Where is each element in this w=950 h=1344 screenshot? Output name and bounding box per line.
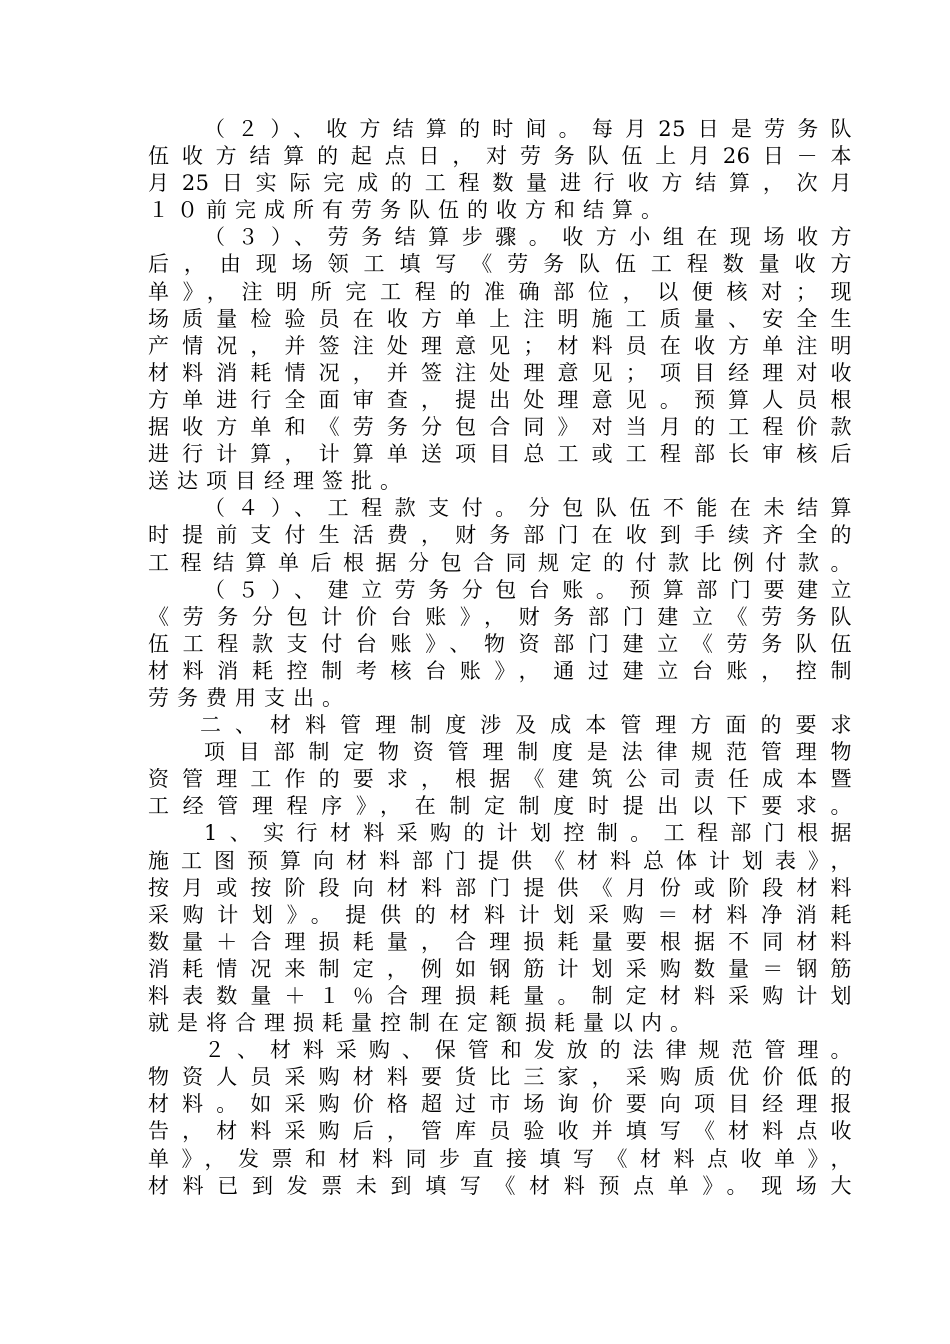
text-line: 按月或按阶段向材料部门提供《月份或阶段材料 <box>148 875 852 900</box>
text-line: （４）、工程款支付。分包队伍不能在未结算 <box>204 496 852 521</box>
text-line: （５）、建立劳务分包台账。预算部门要建立 <box>204 577 852 602</box>
text-line: １０前完成所有劳务队伍的收方和结算。 <box>148 198 670 223</box>
text-line: 时提前支付生活费，财务部门在收到手续齐全的 <box>148 523 852 548</box>
section-heading: 二、材料管理制度涉及成本管理方面的要求 <box>200 713 852 738</box>
text-line: 单》，发票和材料同步直接填写《材料点收单》， <box>148 1146 852 1171</box>
text-line: 1、实行材料采购的计划控制。工程部门根据 <box>204 821 852 846</box>
text-line: 单》，注明所完工程的准确部位，以便核对；现 <box>148 279 852 304</box>
document-page <box>148 116 852 1200</box>
text-line: 工程结算单后根据分包合同规定的付款比例付款。 <box>148 550 852 575</box>
text-line: 资管理工作的要求，根据《建筑公司责任成本暨 <box>148 767 852 792</box>
text-line: 后，由现场领工填写《劳务队伍工程数量收方 <box>148 252 852 277</box>
text-line: 进行计算，计算单送项目总工或工程部长审核后 <box>148 442 852 467</box>
text-line: 月25日实际完成的工程数量进行收方结算，次月 <box>148 171 852 196</box>
text-line: （３）、劳务结算步骤。收方小组在现场收方 <box>204 225 852 250</box>
text-line: 伍工程款支付台账》、物资部门建立《劳务队伍 <box>148 631 852 656</box>
text-line: ２、材料采购、保管和发放的法律规范管理。 <box>204 1038 852 1063</box>
text-line: 项目部制定物资管理制度是法律规范管理物 <box>204 740 852 765</box>
text-line: 材料消耗情况，并签注处理意见；项目经理对收 <box>148 360 852 385</box>
text-line: 送达项目经理签批。 <box>148 469 409 494</box>
text-line: 劳务费用支出。 <box>148 685 351 710</box>
text-line: 物资人员采购材料要货比三家，采购质优价低的 <box>148 1065 852 1090</box>
text-line: 产情况，并签注处理意见；材料员在收方单注明 <box>148 333 852 358</box>
text-line: 采购计划》。提供的材料计划采购＝材料净消耗 <box>148 902 852 927</box>
text-line: 工经管理程序》，在制定制度时提出以下要求。 <box>148 794 852 819</box>
text-line: 消耗情况来制定，例如钢筋计划采购数量＝钢筋 <box>148 956 852 981</box>
text-line: 方单进行全面审查，提出处理意见。预算人员根 <box>148 387 852 412</box>
text-line: 材料消耗控制考核台账》，通过建立台账，控制 <box>148 658 852 683</box>
text-line: 材料。如采购价格超过市场询价要向项目经理报 <box>148 1092 852 1117</box>
text-line: 《劳务分包计价台账》，财务部门建立《劳务队 <box>148 604 852 629</box>
text-line: 施工图预算向材料部门提供《材料总体计划表》， <box>148 848 852 873</box>
text-line: 材料已到发票未到填写《材料预点单》。现场大 <box>148 1173 852 1198</box>
text-line: 据收方单和《劳务分包合同》对当月的工程价款 <box>148 415 852 440</box>
text-line: 料表数量＋１％合理损耗量。制定材料采购计划 <box>148 984 852 1008</box>
text-line: 数量＋合理损耗量，合理损耗量要根据不同材料 <box>148 929 852 954</box>
text-line: 就是将合理损耗量控制在定额损耗量以内。 <box>148 1011 699 1036</box>
text-line: 告，材料采购后，管库员验收并填写《材料点收 <box>148 1119 852 1144</box>
text-line: 伍收方结算的起点日，对劳务队伍上月26日－本 <box>148 144 852 169</box>
text-line: 场质量检验员在收方单上注明施工质量、安全生 <box>148 306 852 331</box>
text-line: （２）、收方结算的时间。每月25日是劳务队 <box>204 117 852 141</box>
